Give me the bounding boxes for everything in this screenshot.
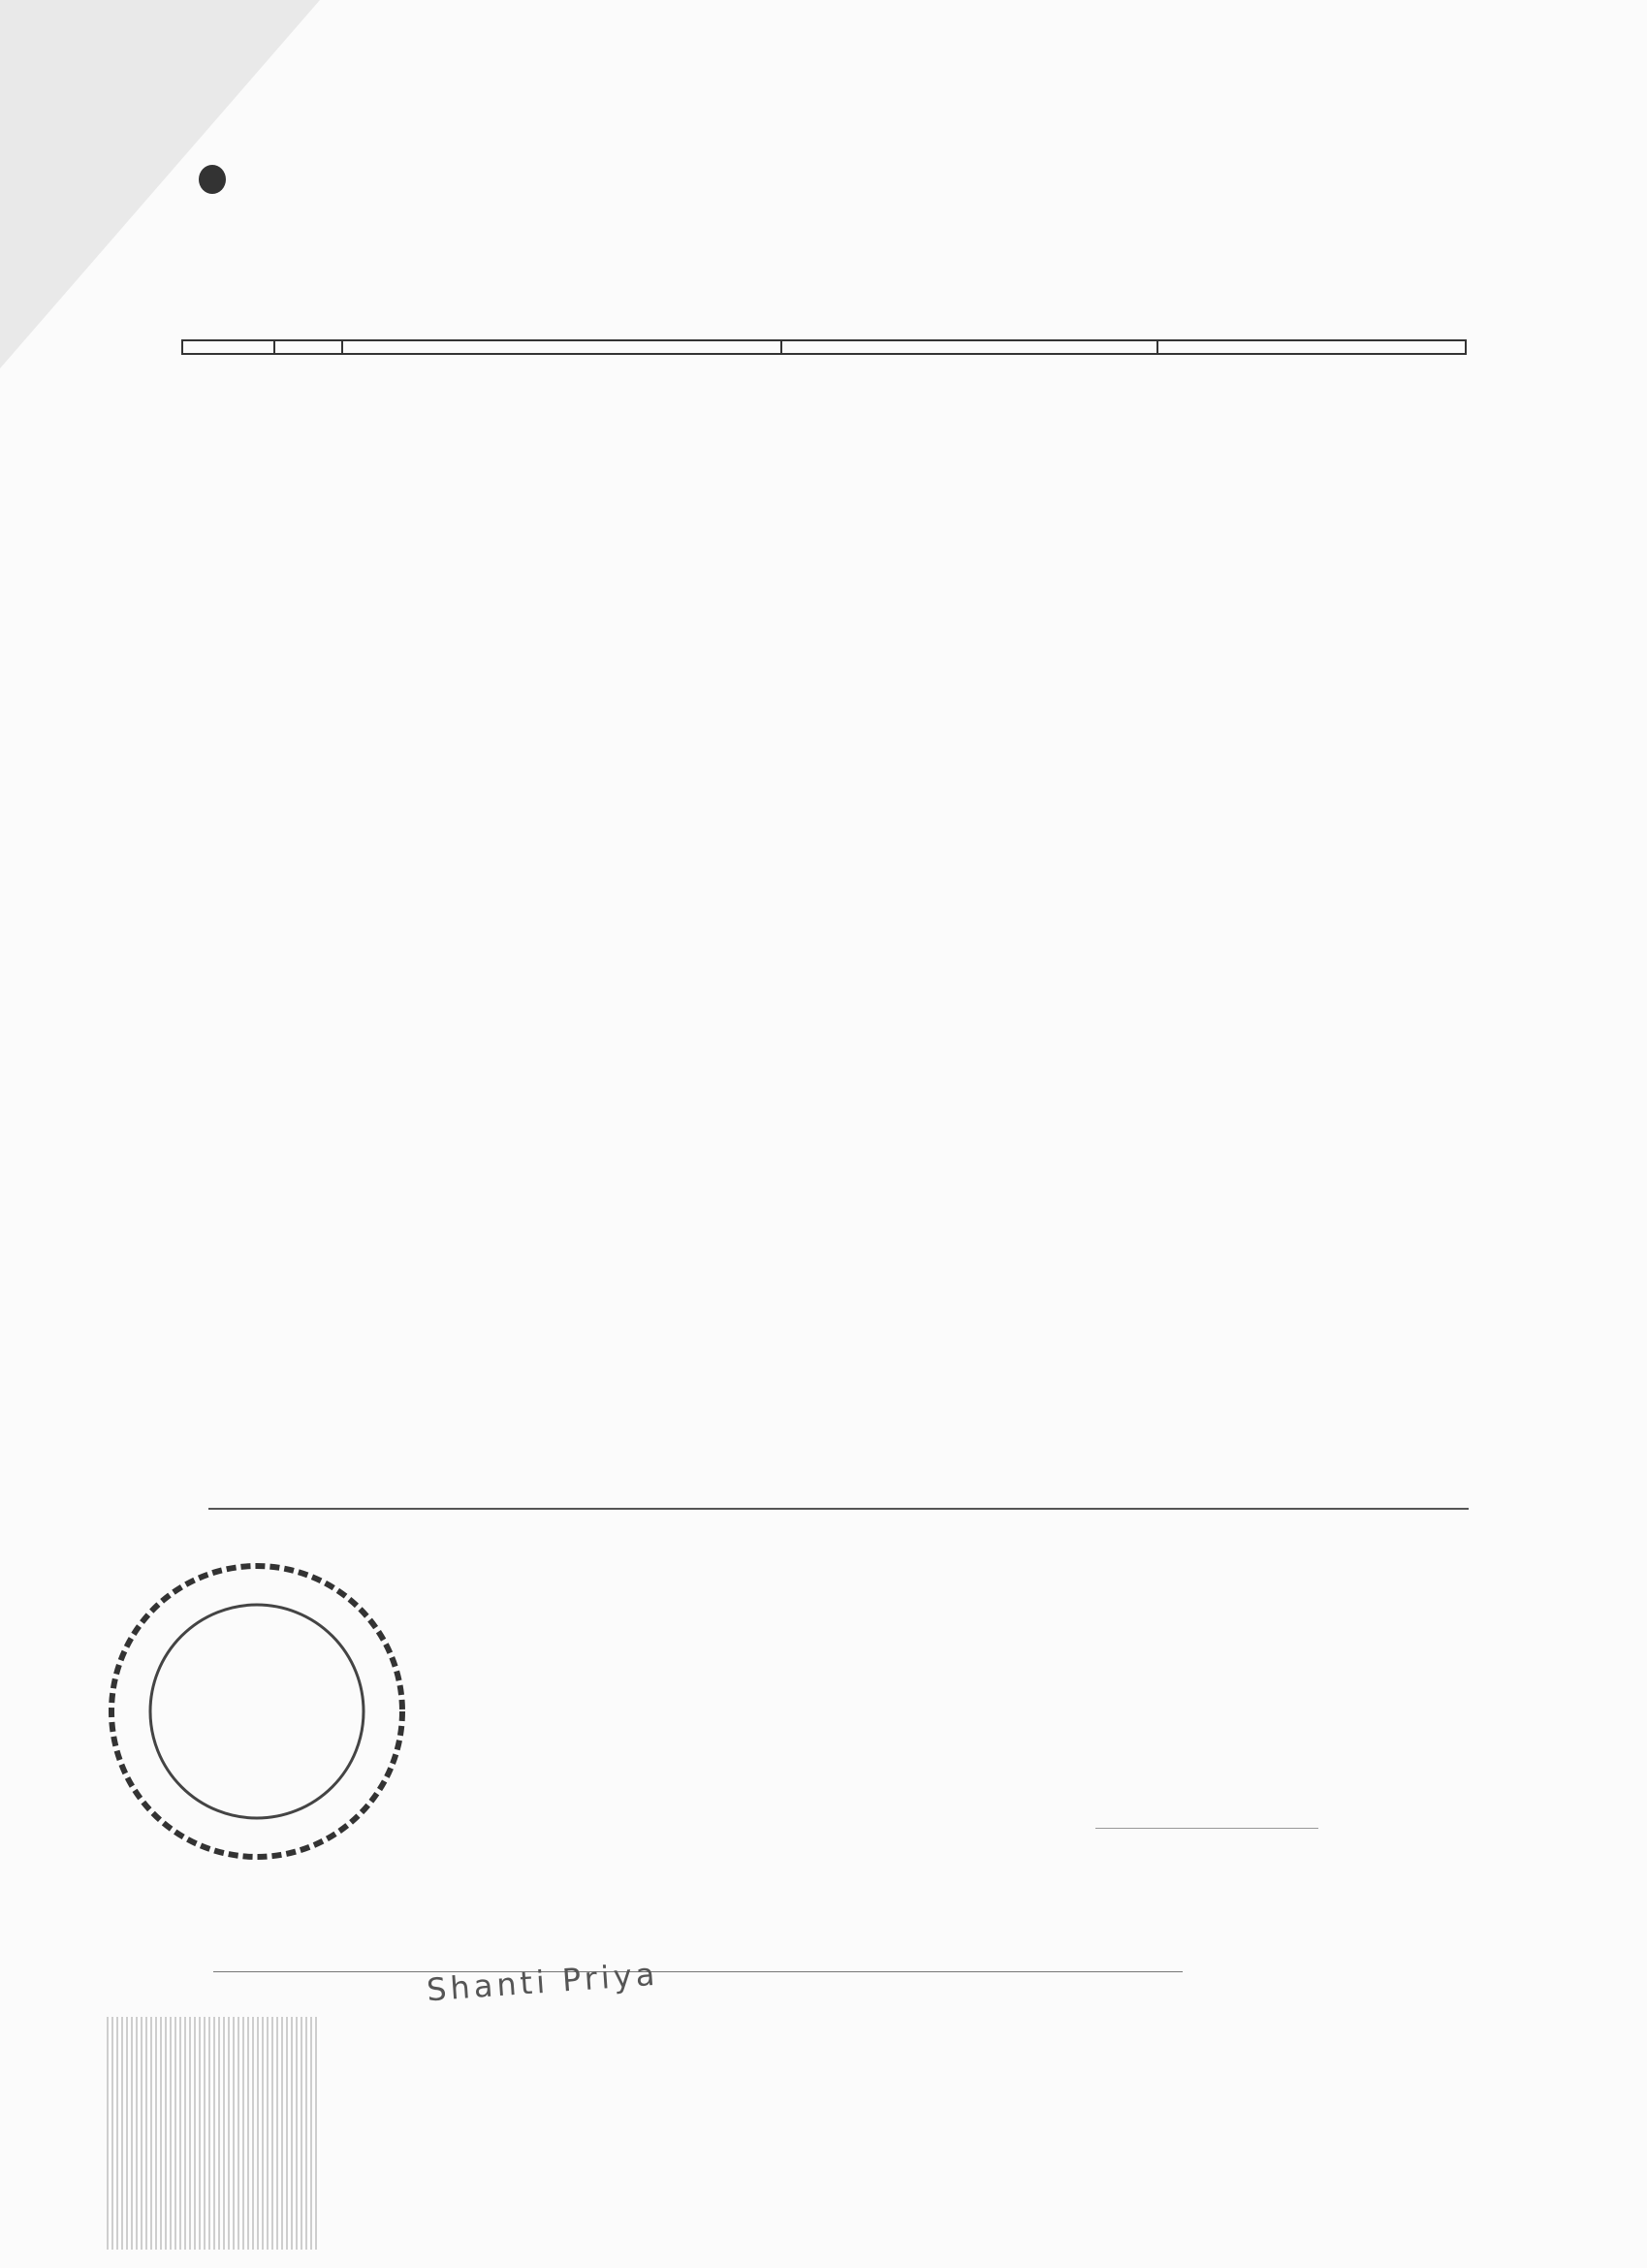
header-amount [1157, 340, 1466, 354]
folded-corner [0, 0, 320, 368]
date-dots [1095, 1828, 1318, 1829]
stamp-handwritten-name: Shanti Priya [425, 1955, 660, 2009]
punch-hole [199, 165, 226, 194]
header-bank [781, 340, 1156, 354]
section-divider [208, 1508, 1469, 1510]
table-header-row [182, 340, 1466, 354]
notary-seal [92, 1551, 422, 1871]
signature-line [213, 1971, 1183, 1972]
header-sno [182, 340, 274, 354]
scan-artifact [107, 2017, 320, 2250]
dues-table [181, 339, 1467, 355]
header-blank [274, 340, 341, 354]
header-description [342, 340, 782, 354]
